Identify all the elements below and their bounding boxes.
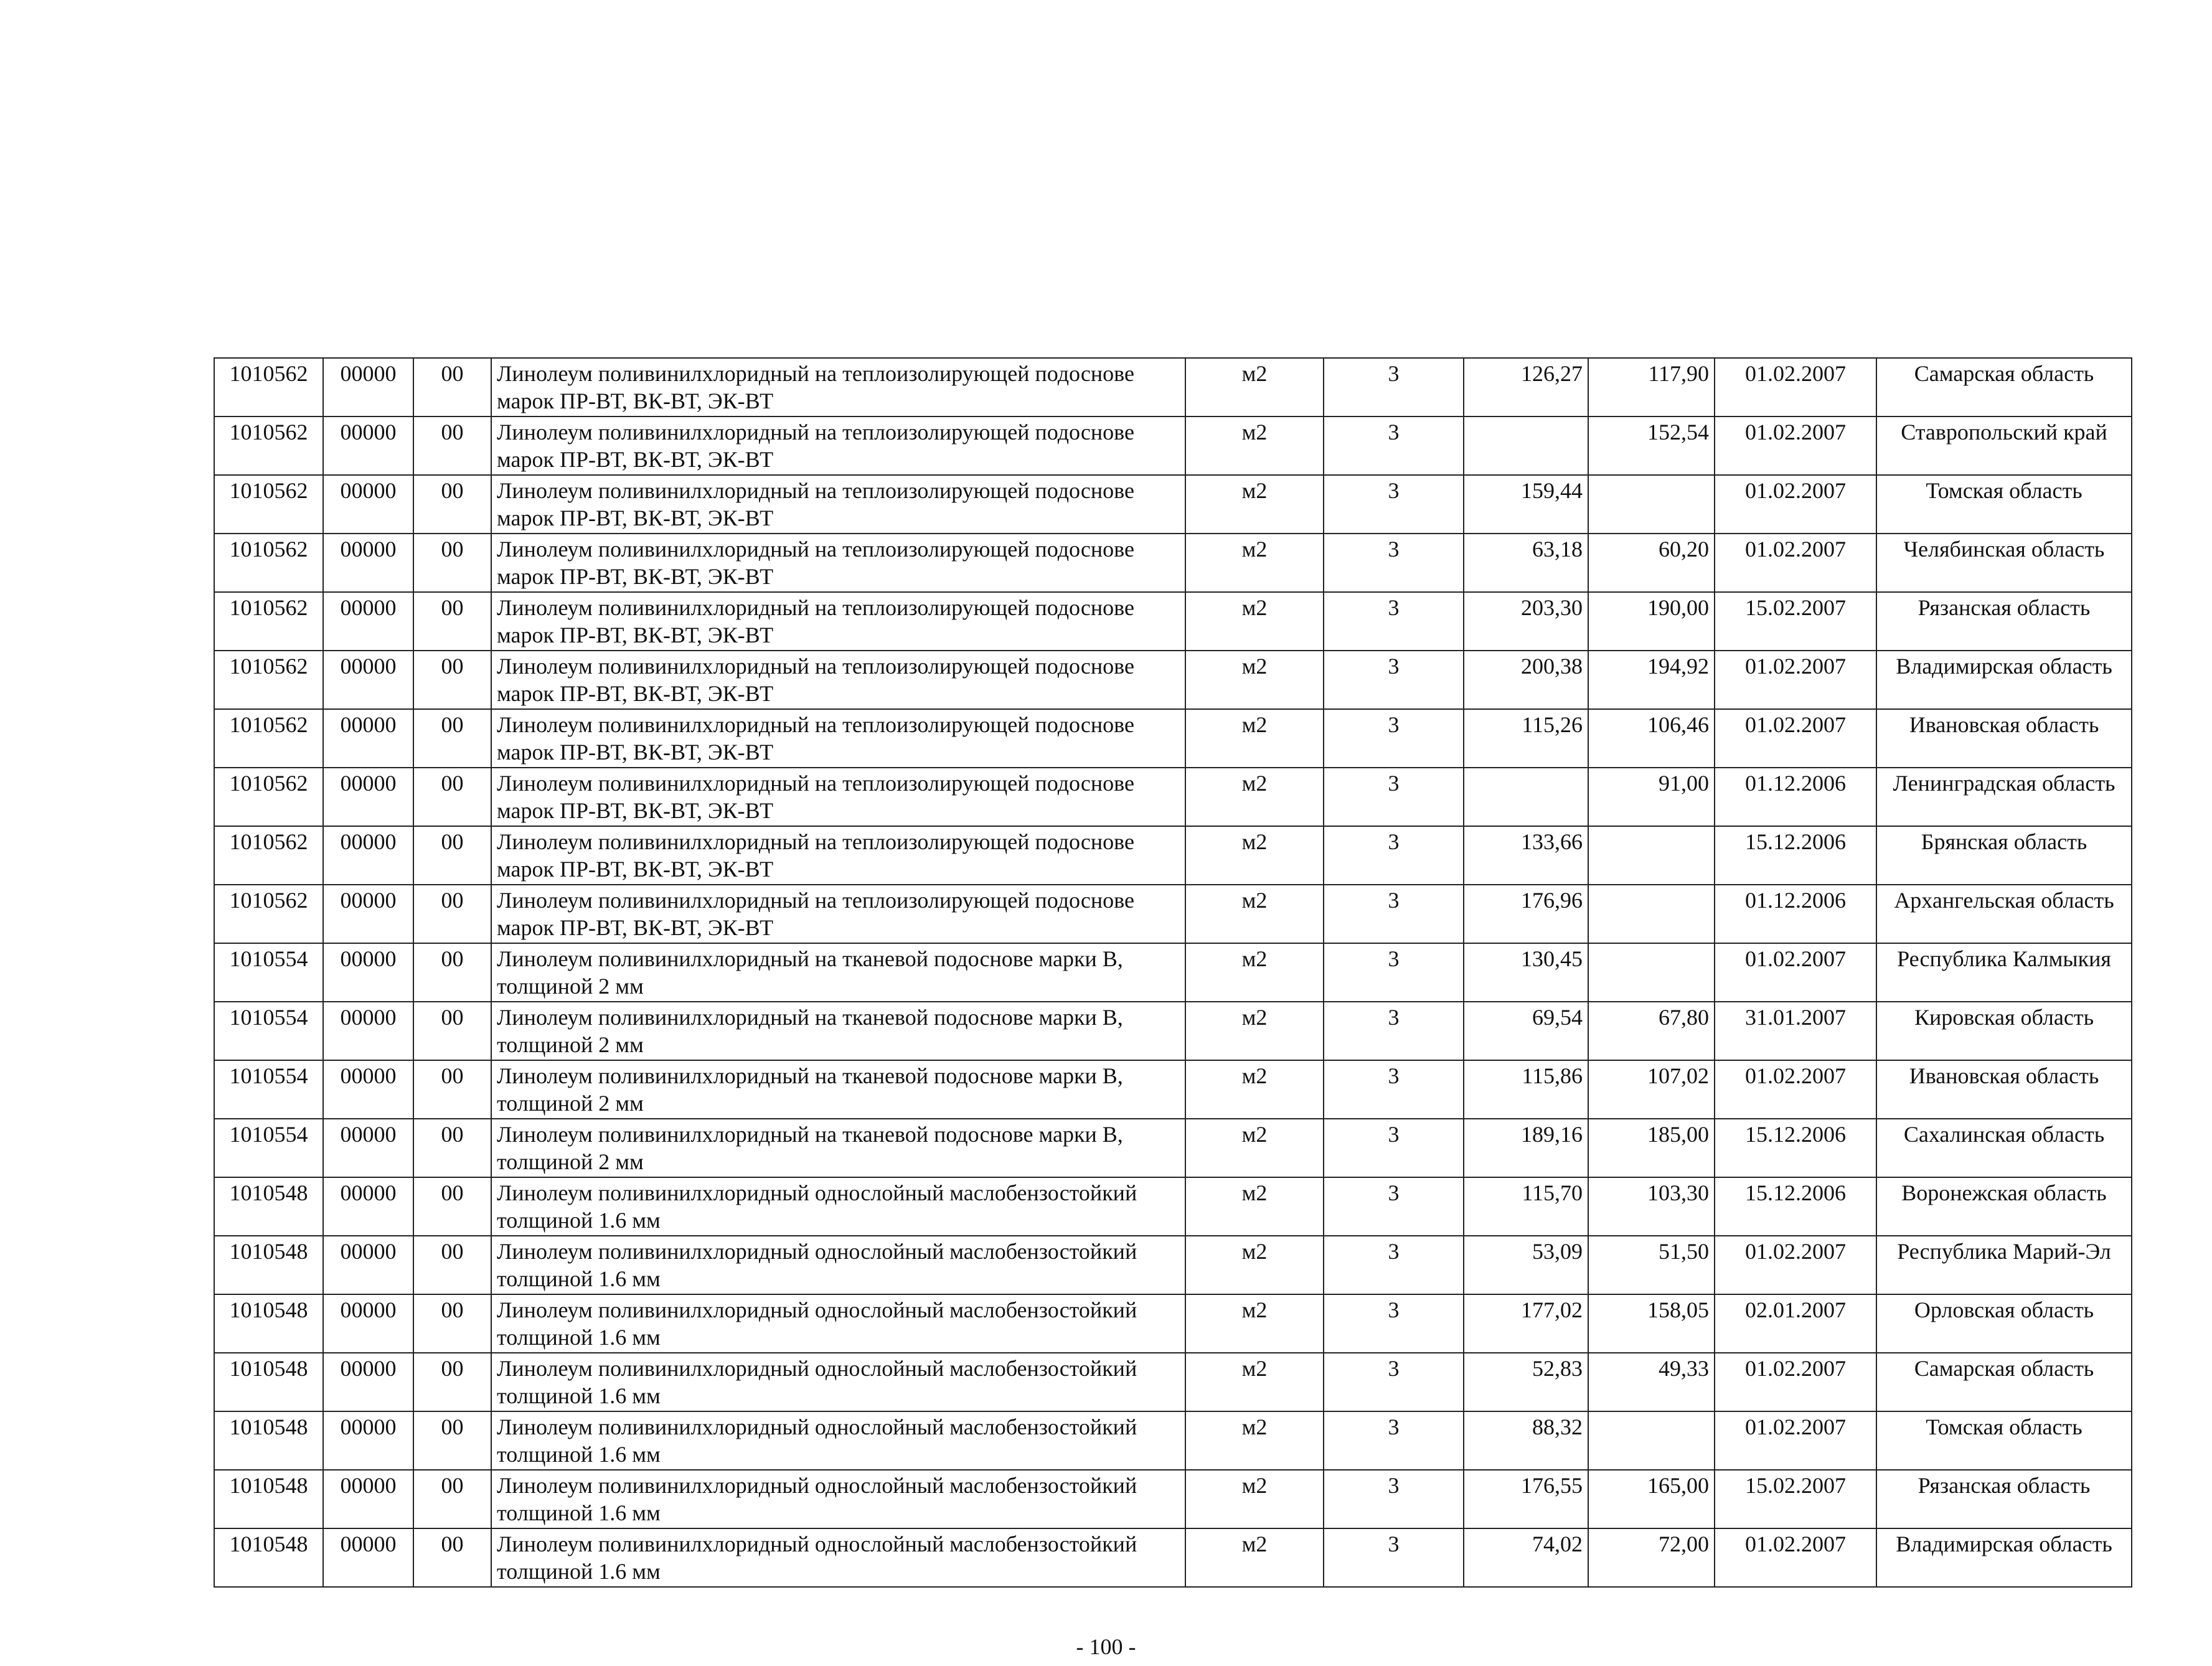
date-cell: 01.02.2007	[1715, 358, 1876, 416]
product-code-cell: 1010562	[214, 885, 323, 943]
variant-cell: 00	[413, 1177, 491, 1236]
product-code-cell: 1010548	[214, 1294, 323, 1353]
table-row	[214, 1470, 2132, 1528]
price-1-cell: 177,02	[1464, 1294, 1588, 1353]
date-cell: 15.02.2007	[1715, 592, 1876, 651]
table-row	[214, 885, 2132, 943]
price-1-cell: 115,26	[1464, 709, 1588, 768]
unit-cell: м2	[1185, 1294, 1324, 1353]
product-code-cell: 1010548	[214, 1177, 323, 1236]
region-cell: Самарская область	[1876, 358, 2132, 416]
unit-cell: м2	[1185, 826, 1324, 885]
price-1-cell: 115,70	[1464, 1177, 1588, 1236]
class-cell: 3	[1324, 943, 1464, 1002]
price-1-cell: 133,66	[1464, 826, 1588, 885]
variant-cell: 00	[413, 1353, 491, 1411]
date-cell: 02.01.2007	[1715, 1294, 1876, 1353]
unit-cell: м2	[1185, 709, 1324, 768]
variant-cell: 00	[413, 534, 491, 592]
subcode-cell: 00000	[323, 709, 413, 768]
variant-cell: 00	[413, 651, 491, 709]
subcode-cell: 00000	[323, 592, 413, 651]
region-cell: Республика Марий-Эл	[1876, 1236, 2132, 1294]
price-2-cell: 185,00	[1588, 1119, 1715, 1177]
product-code-cell: 1010562	[214, 475, 323, 534]
subcode-cell: 00000	[323, 826, 413, 885]
table-row	[214, 358, 2132, 416]
price-1-cell: 52,83	[1464, 1353, 1588, 1411]
price-2-cell: 60,20	[1588, 534, 1715, 592]
table-row	[214, 709, 2132, 768]
price-2-cell: 117,90	[1588, 358, 1715, 416]
variant-cell: 00	[413, 1528, 491, 1587]
price-1-cell: 176,55	[1464, 1470, 1588, 1528]
unit-cell: м2	[1185, 1353, 1324, 1411]
price-2-cell: 72,00	[1588, 1528, 1715, 1587]
price-1-cell: 159,44	[1464, 475, 1588, 534]
region-cell: Владимирская область	[1876, 1528, 2132, 1587]
table-row	[214, 826, 2132, 885]
description-cell: Линолеум поливинилхлоридный на теплоизолирующей подоснове марок ПР-ВТ, ВК-ВТ, ЭК-ВТ	[491, 651, 1185, 709]
subcode-cell: 00000	[323, 475, 413, 534]
class-cell: 3	[1324, 1470, 1464, 1528]
unit-cell: м2	[1185, 416, 1324, 475]
variant-cell: 00	[413, 826, 491, 885]
date-cell: 01.02.2007	[1715, 1411, 1876, 1470]
date-cell: 15.02.2007	[1715, 1470, 1876, 1528]
table-row	[214, 534, 2132, 592]
description-cell: Линолеум поливинилхлоридный на теплоизолирующей подоснове марок ПР-ВТ, ВК-ВТ, ЭК-ВТ	[491, 475, 1185, 534]
region-cell: Томская область	[1876, 475, 2132, 534]
class-cell: 3	[1324, 1294, 1464, 1353]
product-code-cell: 1010548	[214, 1528, 323, 1587]
class-cell: 3	[1324, 1119, 1464, 1177]
table-row	[214, 1236, 2132, 1294]
price-1-cell: 176,96	[1464, 885, 1588, 943]
table-row	[214, 592, 2132, 651]
price-2-cell: 51,50	[1588, 1236, 1715, 1294]
variant-cell: 00	[413, 1002, 491, 1060]
class-cell: 3	[1324, 885, 1464, 943]
price-2-cell: 107,02	[1588, 1060, 1715, 1119]
variant-cell: 00	[413, 416, 491, 475]
date-cell: 15.12.2006	[1715, 1177, 1876, 1236]
date-cell: 31.01.2007	[1715, 1002, 1876, 1060]
product-code-cell: 1010562	[214, 534, 323, 592]
subcode-cell: 00000	[323, 1002, 413, 1060]
price-1-cell: 74,02	[1464, 1528, 1588, 1587]
class-cell: 3	[1324, 1411, 1464, 1470]
subcode-cell: 00000	[323, 1060, 413, 1119]
subcode-cell: 00000	[323, 1411, 413, 1470]
product-code-cell: 1010562	[214, 592, 323, 651]
region-cell: Республика Калмыкия	[1876, 943, 2132, 1002]
subcode-cell: 00000	[323, 1528, 413, 1587]
region-cell: Ленинградская область	[1876, 768, 2132, 826]
date-cell: 15.12.2006	[1715, 826, 1876, 885]
description-cell: Линолеум поливинилхлоридный на теплоизолирующей подоснове марок ПР-ВТ, ВК-ВТ, ЭК-ВТ	[491, 358, 1185, 416]
price-2-cell	[1588, 943, 1715, 1002]
description-cell: Линолеум поливинилхлоридный однослойный маслобензостойкий толщиной 1.6 мм	[491, 1294, 1185, 1353]
date-cell: 01.02.2007	[1715, 475, 1876, 534]
product-code-cell: 1010554	[214, 943, 323, 1002]
price-2-cell	[1588, 1411, 1715, 1470]
region-cell: Челябинская область	[1876, 534, 2132, 592]
unit-cell: м2	[1185, 1002, 1324, 1060]
price-1-cell: 189,16	[1464, 1119, 1588, 1177]
class-cell: 3	[1324, 709, 1464, 768]
class-cell: 3	[1324, 475, 1464, 534]
variant-cell: 00	[413, 1119, 491, 1177]
class-cell: 3	[1324, 592, 1464, 651]
table-row	[214, 651, 2132, 709]
description-cell: Линолеум поливинилхлоридный на теплоизолирующей подоснове марок ПР-ВТ, ВК-ВТ, ЭК-ВТ	[491, 592, 1185, 651]
table-row	[214, 1353, 2132, 1411]
price-2-cell	[1588, 475, 1715, 534]
unit-cell: м2	[1185, 1060, 1324, 1119]
region-cell: Архангельская область	[1876, 885, 2132, 943]
product-code-cell: 1010562	[214, 651, 323, 709]
subcode-cell: 00000	[323, 885, 413, 943]
subcode-cell: 00000	[323, 358, 413, 416]
class-cell: 3	[1324, 416, 1464, 475]
page-number: - 100 -	[1076, 1634, 1136, 1659]
table-row	[214, 1528, 2132, 1587]
date-cell: 01.12.2006	[1715, 885, 1876, 943]
region-cell: Ивановская область	[1876, 1060, 2132, 1119]
variant-cell: 00	[413, 709, 491, 768]
unit-cell: м2	[1185, 1470, 1324, 1528]
variant-cell: 00	[413, 1411, 491, 1470]
variant-cell: 00	[413, 592, 491, 651]
date-cell: 01.02.2007	[1715, 1236, 1876, 1294]
date-cell: 01.02.2007	[1715, 416, 1876, 475]
product-code-cell: 1010548	[214, 1353, 323, 1411]
price-1-cell: 203,30	[1464, 592, 1588, 651]
unit-cell: м2	[1185, 768, 1324, 826]
region-cell: Самарская область	[1876, 1353, 2132, 1411]
table-row	[214, 768, 2132, 826]
price-1-cell: 130,45	[1464, 943, 1588, 1002]
description-cell: Линолеум поливинилхлоридный на теплоизолирующей подоснове марок ПР-ВТ, ВК-ВТ, ЭК-ВТ	[491, 768, 1185, 826]
region-cell: Рязанская область	[1876, 592, 2132, 651]
description-cell: Линолеум поливинилхлоридный на тканевой подоснове марки В, толщиной 2 мм	[491, 1002, 1185, 1060]
unit-cell: м2	[1185, 1119, 1324, 1177]
subcode-cell: 00000	[323, 1294, 413, 1353]
unit-cell: м2	[1185, 885, 1324, 943]
region-cell: Ставропольский край	[1876, 416, 2132, 475]
product-code-cell: 1010548	[214, 1470, 323, 1528]
date-cell: 01.02.2007	[1715, 1060, 1876, 1119]
description-cell: Линолеум поливинилхлоридный на тканевой подоснове марки В, толщиной 2 мм	[491, 943, 1185, 1002]
region-cell: Орловская область	[1876, 1294, 2132, 1353]
product-code-cell: 1010548	[214, 1411, 323, 1470]
price-2-cell: 103,30	[1588, 1177, 1715, 1236]
class-cell: 3	[1324, 1002, 1464, 1060]
unit-cell: м2	[1185, 1528, 1324, 1587]
table-row	[214, 1002, 2132, 1060]
date-cell: 15.12.2006	[1715, 1119, 1876, 1177]
description-cell: Линолеум поливинилхлоридный однослойный маслобензостойкий толщиной 1.6 мм	[491, 1528, 1185, 1587]
description-cell: Линолеум поливинилхлоридный однослойный маслобензостойкий толщиной 1.6 мм	[491, 1353, 1185, 1411]
description-cell: Линолеум поливинилхлоридный однослойный маслобензостойкий толщиной 1.6 мм	[491, 1177, 1185, 1236]
product-code-cell: 1010562	[214, 416, 323, 475]
price-1-cell: 53,09	[1464, 1236, 1588, 1294]
description-cell: Линолеум поливинилхлоридный на тканевой подоснове марки В, толщиной 2 мм	[491, 1119, 1185, 1177]
unit-cell: м2	[1185, 1411, 1324, 1470]
date-cell: 01.12.2006	[1715, 768, 1876, 826]
price-2-cell: 152,54	[1588, 416, 1715, 475]
region-cell: Брянская область	[1876, 826, 2132, 885]
subcode-cell: 00000	[323, 651, 413, 709]
subcode-cell: 00000	[323, 943, 413, 1002]
region-cell: Сахалинская область	[1876, 1119, 2132, 1177]
date-cell: 01.02.2007	[1715, 1353, 1876, 1411]
date-cell: 01.02.2007	[1715, 1528, 1876, 1587]
class-cell: 3	[1324, 768, 1464, 826]
description-cell: Линолеум поливинилхлоридный однослойный маслобензостойкий толщиной 1.6 мм	[491, 1470, 1185, 1528]
table-body	[214, 358, 2132, 1587]
price-1-cell: 63,18	[1464, 534, 1588, 592]
region-cell: Томская область	[1876, 1411, 2132, 1470]
date-cell: 01.02.2007	[1715, 709, 1876, 768]
subcode-cell: 00000	[323, 768, 413, 826]
description-cell: Линолеум поливинилхлоридный на теплоизолирующей подоснове марок ПР-ВТ, ВК-ВТ, ЭК-ВТ	[491, 885, 1185, 943]
price-2-cell: 194,92	[1588, 651, 1715, 709]
price-2-cell: 49,33	[1588, 1353, 1715, 1411]
table-row	[214, 1411, 2132, 1470]
price-2-cell: 67,80	[1588, 1002, 1715, 1060]
table-row	[214, 943, 2132, 1002]
variant-cell: 00	[413, 1294, 491, 1353]
subcode-cell: 00000	[323, 1470, 413, 1528]
product-code-cell: 1010562	[214, 826, 323, 885]
price-table	[214, 357, 2132, 1588]
class-cell: 3	[1324, 534, 1464, 592]
unit-cell: м2	[1185, 943, 1324, 1002]
unit-cell: м2	[1185, 592, 1324, 651]
unit-cell: м2	[1185, 534, 1324, 592]
description-cell: Линолеум поливинилхлоридный однослойный маслобензостойкий толщиной 1.6 мм	[491, 1236, 1185, 1294]
table-row	[214, 416, 2132, 475]
unit-cell: м2	[1185, 1236, 1324, 1294]
date-cell: 01.02.2007	[1715, 534, 1876, 592]
variant-cell: 00	[413, 885, 491, 943]
price-2-cell: 158,05	[1588, 1294, 1715, 1353]
price-1-cell: 200,38	[1464, 651, 1588, 709]
class-cell: 3	[1324, 358, 1464, 416]
unit-cell: м2	[1185, 475, 1324, 534]
price-2-cell: 190,00	[1588, 592, 1715, 651]
variant-cell: 00	[413, 358, 491, 416]
region-cell: Рязанская область	[1876, 1470, 2132, 1528]
class-cell: 3	[1324, 1236, 1464, 1294]
price-1-cell: 69,54	[1464, 1002, 1588, 1060]
variant-cell: 00	[413, 1470, 491, 1528]
class-cell: 3	[1324, 1528, 1464, 1587]
class-cell: 3	[1324, 1177, 1464, 1236]
description-cell: Линолеум поливинилхлоридный на теплоизолирующей подоснове марок ПР-ВТ, ВК-ВТ, ЭК-ВТ	[491, 416, 1185, 475]
product-code-cell: 1010554	[214, 1119, 323, 1177]
region-cell: Ивановская область	[1876, 709, 2132, 768]
date-cell: 01.02.2007	[1715, 943, 1876, 1002]
variant-cell: 00	[413, 943, 491, 1002]
product-code-cell: 1010554	[214, 1060, 323, 1119]
table-row	[214, 1294, 2132, 1353]
price-1-cell	[1464, 768, 1588, 826]
subcode-cell: 00000	[323, 1177, 413, 1236]
price-1-cell: 115,86	[1464, 1060, 1588, 1119]
description-cell: Линолеум поливинилхлоридный на теплоизолирующей подоснове марок ПР-ВТ, ВК-ВТ, ЭК-ВТ	[491, 826, 1185, 885]
price-1-cell	[1464, 416, 1588, 475]
region-cell: Воронежская область	[1876, 1177, 2132, 1236]
price-2-cell	[1588, 826, 1715, 885]
description-cell: Линолеум поливинилхлоридный на тканевой подоснове марки В, толщиной 2 мм	[491, 1060, 1185, 1119]
product-code-cell: 1010562	[214, 358, 323, 416]
table-row	[214, 475, 2132, 534]
class-cell: 3	[1324, 651, 1464, 709]
description-cell: Линолеум поливинилхлоридный на теплоизолирующей подоснове марок ПР-ВТ, ВК-ВТ, ЭК-ВТ	[491, 709, 1185, 768]
subcode-cell: 00000	[323, 1236, 413, 1294]
table-row	[214, 1177, 2132, 1236]
variant-cell: 00	[413, 1236, 491, 1294]
product-code-cell: 1010562	[214, 768, 323, 826]
table-row	[214, 1060, 2132, 1119]
class-cell: 3	[1324, 1353, 1464, 1411]
price-1-cell: 126,27	[1464, 358, 1588, 416]
unit-cell: м2	[1185, 651, 1324, 709]
product-code-cell: 1010548	[214, 1236, 323, 1294]
variant-cell: 00	[413, 1060, 491, 1119]
price-2-cell	[1588, 885, 1715, 943]
unit-cell: м2	[1185, 358, 1324, 416]
subcode-cell: 00000	[323, 416, 413, 475]
region-cell: Кировская область	[1876, 1002, 2132, 1060]
variant-cell: 00	[413, 768, 491, 826]
subcode-cell: 00000	[323, 1353, 413, 1411]
description-cell: Линолеум поливинилхлоридный на теплоизолирующей подоснове марок ПР-ВТ, ВК-ВТ, ЭК-ВТ	[491, 534, 1185, 592]
date-cell: 01.02.2007	[1715, 651, 1876, 709]
product-code-cell: 1010562	[214, 709, 323, 768]
description-cell: Линолеум поливинилхлоридный однослойный маслобензостойкий толщиной 1.6 мм	[491, 1411, 1185, 1470]
variant-cell: 00	[413, 475, 491, 534]
class-cell: 3	[1324, 826, 1464, 885]
price-2-cell: 106,46	[1588, 709, 1715, 768]
table-row	[214, 1119, 2132, 1177]
class-cell: 3	[1324, 1060, 1464, 1119]
price-2-cell: 165,00	[1588, 1470, 1715, 1528]
region-cell: Владимирская область	[1876, 651, 2132, 709]
product-code-cell: 1010554	[214, 1002, 323, 1060]
subcode-cell: 00000	[323, 534, 413, 592]
subcode-cell: 00000	[323, 1119, 413, 1177]
unit-cell: м2	[1185, 1177, 1324, 1236]
price-2-cell: 91,00	[1588, 768, 1715, 826]
price-1-cell: 88,32	[1464, 1411, 1588, 1470]
